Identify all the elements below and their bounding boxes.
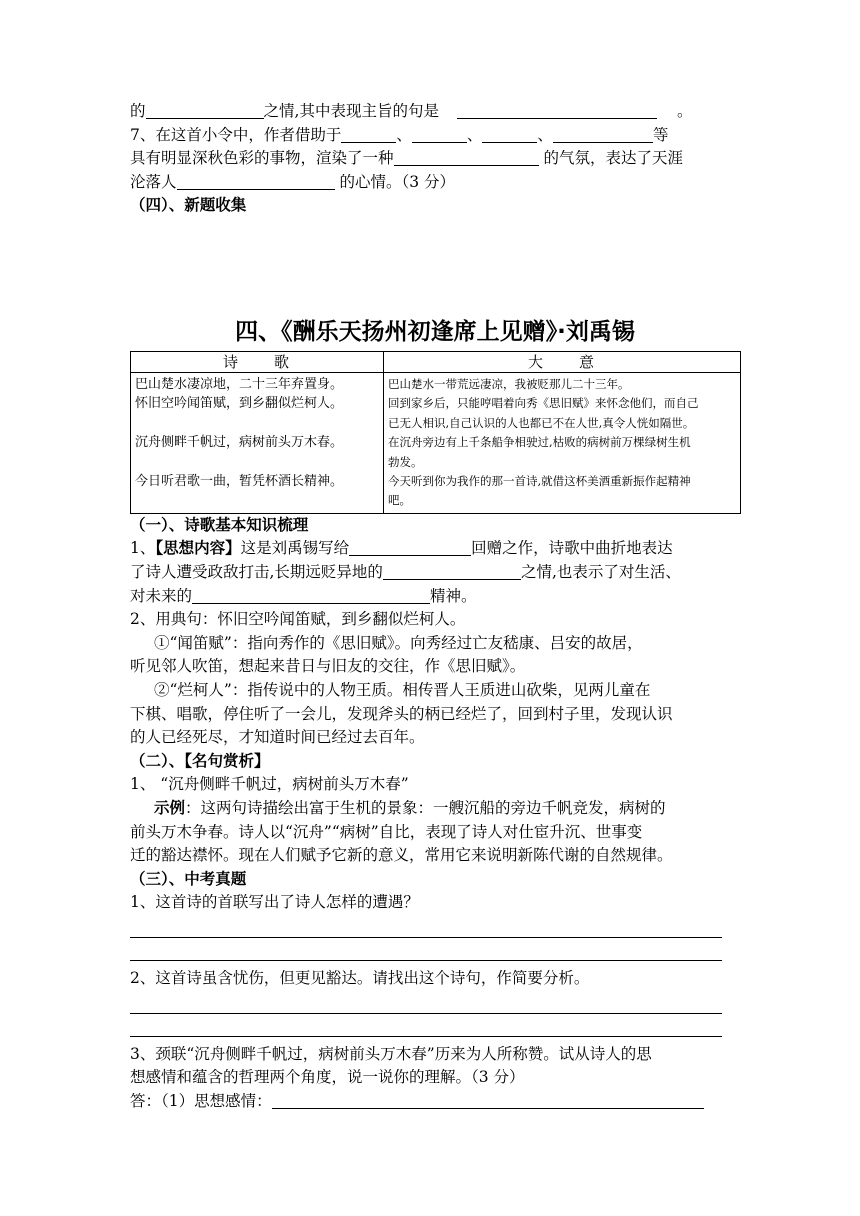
meaning-cell <box>384 372 741 513</box>
blank <box>341 126 396 143</box>
meaning-line: 吧。 <box>388 493 411 508</box>
text: 的心情。（3 分） <box>334 172 455 191</box>
answer-line <box>130 1014 722 1037</box>
text: 精神。 <box>430 586 477 605</box>
section-heading: （二）、【名句赏析】 <box>130 751 270 770</box>
paragraph-line: 前头万木争春。诗人以“沉舟”“病树”自比，表现了诗人对仕宦升沉、世事变 <box>130 822 643 841</box>
blank <box>482 126 537 143</box>
poem-title: 四、《酬乐天扬州初逢席上见赠》·刘禹锡 <box>235 318 635 345</box>
text: ：这两句诗描绘出富于生机的景象：一艘沉船的旁边千帆竞发，病树的 <box>185 798 666 817</box>
q7-line-3 <box>130 171 740 195</box>
answer-line <box>130 1090 740 1114</box>
question-line: 3、颈联“沉舟侧畔千帆过，病树前头万木春”历来为人所称赞。试从诗人的思 <box>130 1044 652 1063</box>
text: 、 <box>396 125 412 144</box>
answer-line <box>130 915 722 938</box>
paragraph-line <box>130 797 740 821</box>
poem-line: 沉舟侧畔千帆过，病树前头万木春。 <box>135 435 344 451</box>
paragraph-line: 1、 “沉舟侧畔千帆过，病树前头万木春” <box>130 775 409 794</box>
text: 对未来的 <box>130 586 193 605</box>
text: 之情,其中表现主旨的句是 <box>263 102 439 120</box>
header-poem: 诗 歌 <box>131 351 384 372</box>
meaning-line: 在沉舟旁边有上千条船争相驶过,枯败的病树前万棵绿树生机 <box>388 435 691 450</box>
meaning-line: 回到家乡后，只能哼唱着向秀《思旧赋》来怀念他们，而自己 <box>388 396 699 411</box>
answer-line <box>130 938 722 961</box>
section-heading: （三）、中考真题 <box>130 869 247 888</box>
blank <box>349 539 471 556</box>
poem-line: 怀旧空吟闻笛赋，到乡翻似烂柯人。 <box>135 396 344 412</box>
blank <box>457 102 657 119</box>
paragraph-line: 的人已经死尽，才知道时间已经过去百年。 <box>130 728 425 747</box>
paragraph-line: 下棋、唱歌，停住听了一会儿，发现斧头的柄已经烂了，回到村子里，发现认识 <box>130 704 673 723</box>
text: 回赠之作，诗歌中曲折地表达 <box>471 539 673 558</box>
text: 的气氛，表达了天涯 <box>538 149 683 168</box>
text: 之情,也表示了对生活、 <box>520 563 681 581</box>
blank <box>177 173 335 190</box>
text: 。 <box>676 102 693 120</box>
paragraph-line: 迁的豁达襟怀。现在人们赋予它新的意义，常用它来说明新陈代谢的自然规律。 <box>130 846 673 865</box>
text: 、 <box>537 125 553 144</box>
paragraph-line <box>130 537 740 561</box>
text: 、 <box>466 125 483 144</box>
meaning-line: 今天听到你为我作的那一首诗,就借这杯美酒重新振作起精神 <box>388 474 691 488</box>
poem-line: 今日听君歌一曲，暂凭杯酒长精神。 <box>135 473 344 489</box>
poem-line: 巴山楚水凄凉地，二十三年弃置身。 <box>135 376 344 392</box>
poem-cell <box>131 372 384 513</box>
meaning-line: 勃发。 <box>388 454 423 469</box>
paragraph-line: 2、用典句：怀旧空吟闻笛赋，到乡翻似烂柯人。 <box>130 610 466 629</box>
text: 的 <box>130 102 146 120</box>
blank <box>383 563 521 580</box>
header-meaning: 大 意 <box>384 351 741 372</box>
blank <box>146 102 264 119</box>
question-line: 想感情和蕴含的哲理两个角度，说一说你的理解。（3 分） <box>130 1068 525 1087</box>
text: 1、 <box>130 539 156 558</box>
q7-line-2 <box>130 147 740 171</box>
paragraph-line: ②“烂柯人”：指传说中的人物王质。相传晋人王质进山砍柴，见两儿童在 <box>154 680 651 699</box>
question-line: 1、这首诗的首联写出了诗人怎样的遭遇？ <box>130 893 419 912</box>
blank <box>553 126 653 143</box>
meaning-line: 巴山楚水一带荒远凄凉，我被贬那儿二十三年。 <box>388 376 630 391</box>
text: 了诗人遭受政敌打击,长期远贬异地的 <box>130 563 383 581</box>
answer-line <box>130 991 722 1014</box>
paragraph-line <box>130 585 740 609</box>
question-line: 2、这首诗虽含忧伤，但更见豁达。请找出这个诗句，作简要分析。 <box>130 968 590 987</box>
blank <box>272 1092 704 1109</box>
section-heading: （四）、新题收集 <box>130 196 247 215</box>
text: 答：（1）思想感情： <box>130 1091 272 1110</box>
blank <box>394 149 539 166</box>
worksheet-page <box>130 100 740 1113</box>
poem-translation-table <box>130 351 741 514</box>
paragraph-line: 听见邻人吹笛，想起来昔日与旧友的交往，作《思旧赋》。 <box>130 657 526 676</box>
q6-tail-line <box>130 100 740 124</box>
paragraph-line <box>130 561 740 585</box>
label: 示例 <box>154 798 186 817</box>
text: 7、在这首小令中，作者借助于 <box>130 125 342 144</box>
section-heading: （一）、诗歌基本知识梳理 <box>130 515 309 534</box>
blank <box>192 587 430 604</box>
paragraph-line: ①“闻笛赋”：指向秀作的《思旧赋》。向秀经过亡友嵇康、吕安的故居， <box>154 633 643 652</box>
text: 这是刘禹锡写给 <box>240 539 350 558</box>
meaning-line: 已无人相识,自己认识的人也都已不在人世,真令人恍如隔世。 <box>388 415 695 430</box>
text: 等 <box>652 125 669 144</box>
label: 【思想内容】 <box>155 539 241 558</box>
text: 沦落人 <box>130 172 177 191</box>
q7-line-1 <box>130 124 740 148</box>
text: 具有明显深秋色彩的事物，渲染了一种 <box>130 149 394 168</box>
blank <box>412 126 467 143</box>
